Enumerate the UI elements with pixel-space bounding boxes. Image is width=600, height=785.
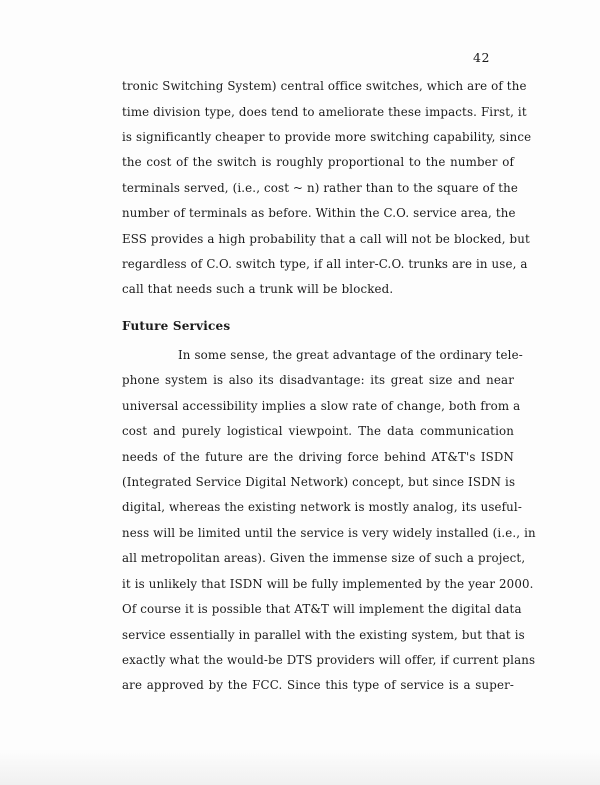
text-line: cost and purely logistical viewpoint. The data communication bbox=[122, 424, 514, 438]
text-line: Of course it is possible that AT&T will implement the digital data bbox=[122, 602, 522, 616]
text-line: it is unlikely that ISDN will be fully implemented by the year 2000. bbox=[122, 577, 534, 591]
text-line: terminals served, (i.e., cost ~ n) rather than to the square of the bbox=[122, 181, 519, 195]
text-line: universal accessibility implies a slow rate of change, both from a bbox=[122, 399, 521, 413]
text-line: exactly what the would-be DTS providers will offer, if current plans bbox=[122, 653, 536, 667]
text-line: number of terminals as before. Within the C.O. service area, the bbox=[122, 206, 516, 220]
section-heading: Future Services bbox=[122, 319, 231, 333]
text-line: call that needs such a trunk will be blocked. bbox=[122, 282, 394, 296]
text-line: phone system is also its disadvantage: its great size and near bbox=[122, 373, 514, 387]
text-line: digital, whereas the existing network is mostly analog, its useful- bbox=[122, 500, 522, 514]
text-line: time division type, does tend to ameliorate these impacts. First, it bbox=[122, 105, 527, 119]
text-line: are approved by the FCC. Since this type of service is a super- bbox=[122, 678, 514, 692]
text-line: regardless of C.O. switch type, if all inter-C.O. trunks are in use, a bbox=[122, 257, 528, 271]
text-line: ESS provides a high probability that a call will not be blocked, but bbox=[122, 232, 530, 246]
text-line: tronic Switching System) central office switches, which are of the bbox=[122, 79, 527, 93]
text-line: ness will be limited until the service is very widely installed (i.e., in bbox=[122, 526, 536, 540]
text-line: needs of the future are the driving force behind AT&T's ISDN bbox=[122, 450, 514, 464]
page-number: 42 bbox=[473, 50, 490, 65]
text-line: is significantly cheaper to provide more switching capability, since bbox=[122, 130, 532, 144]
text-line: (Integrated Service Digital Network) concept, but since ISDN is bbox=[122, 475, 516, 489]
text-line: service essentially in parallel with the existing system, but that is bbox=[122, 628, 525, 642]
text-line: In some sense, the great advantage of the ordinary tele- bbox=[178, 348, 523, 362]
text-line: the cost of the switch is roughly proportional to the number of bbox=[122, 155, 514, 169]
text-line: all metropolitan areas). Given the immense size of such a project, bbox=[122, 551, 526, 565]
scan-shadow bbox=[0, 749, 600, 785]
